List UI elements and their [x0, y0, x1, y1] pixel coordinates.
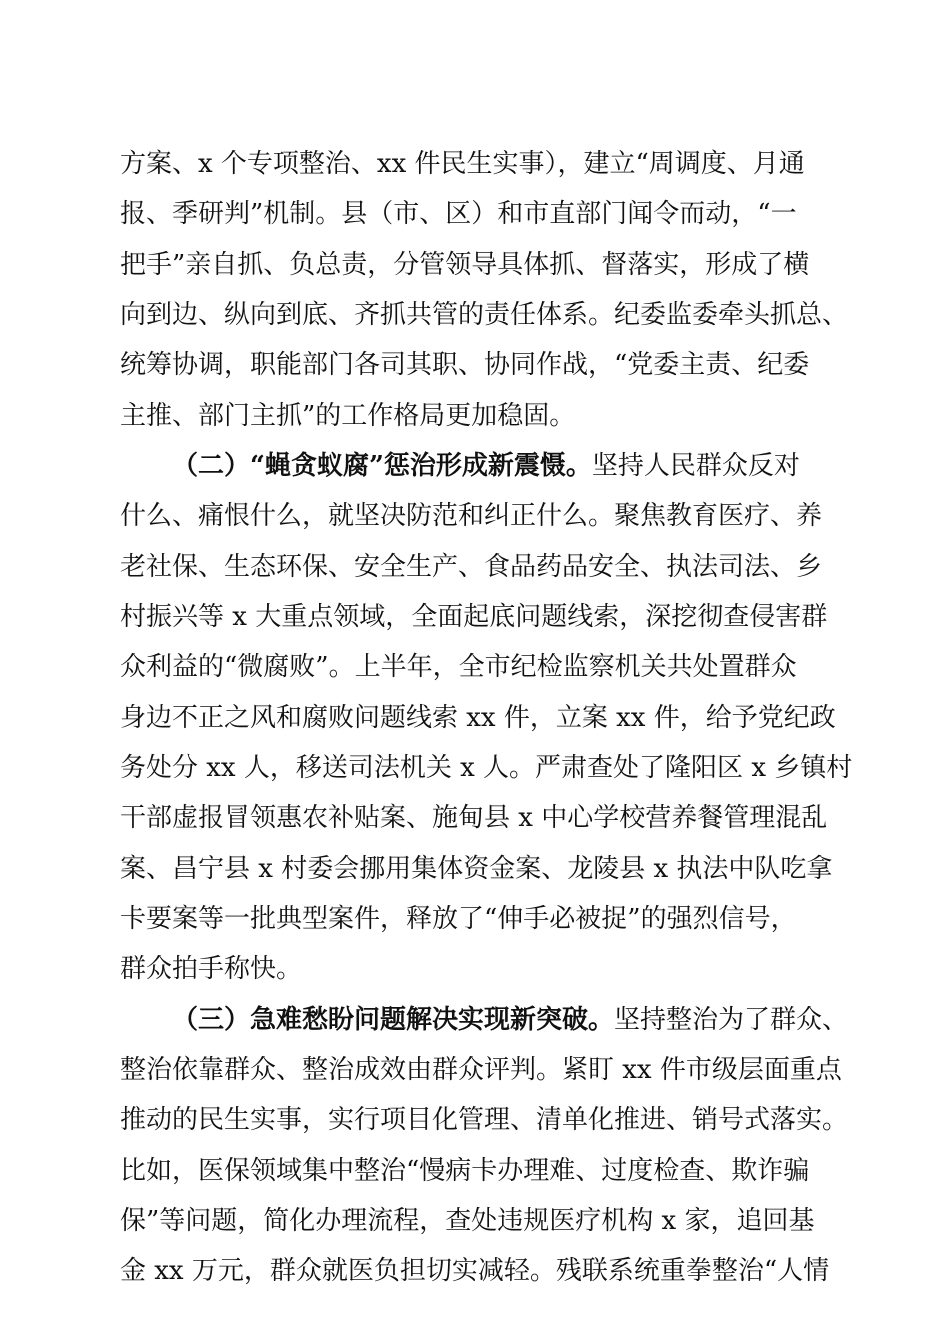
- body-text-line: 老社保、生态环保、安全生产、食品药品安全、执法司法、乡: [120, 552, 823, 582]
- section-heading: （二）“蝇贪蚁腐”惩治形成新震慑。: [172, 451, 592, 481]
- body-text: 坚持整治为了群众、: [614, 1005, 849, 1035]
- body-text-line: 干部虚报冒领惠农补贴案、施甸县 x 中心学校营养餐管理混乱: [120, 803, 828, 833]
- body-text-line: 金 xx 万元，群众就医负担切实减轻。残联系统重拳整治“人情: [120, 1256, 830, 1286]
- body-text-line: 向到边、纵向到底、齐抓共管的责任体系。纪委监委牵头抓总、: [120, 300, 849, 330]
- body-text-line: 把手”亲自抓、负总责，分管领导具体抓、督落实，形成了横: [120, 250, 810, 280]
- body-text-line: 统筹协调，职能部门各司其职、协同作战，“党委主责、纪委: [120, 350, 810, 380]
- body-text-line: 众利益的“微腐败”。上半年，全市纪检监察机关共处置群众: [120, 652, 797, 682]
- body-text-line: 卡要案等一批典型案件，释放了“伸手必被捉”的强烈信号，: [120, 904, 797, 934]
- body-text-line: 方案、x 个专项整治、xx 件民生实事），建立“周调度、月通: [120, 149, 805, 179]
- body-text-line: 比如，医保领域集中整治“慢病卡办理难、过度检查、欺诈骗: [120, 1156, 810, 1186]
- body-text-line: 主推、部门主抓”的工作格局更加稳固。: [120, 401, 576, 431]
- body-text-line: 报、季研判”机制。县（市、区）和市直部门闻令而动，“一: [120, 199, 797, 229]
- body-text-line: 身边不正之风和腐败问题线索 xx 件，立案 xx 件，给予党纪政: [120, 703, 836, 733]
- body-text-line: 整治依靠群众、整治成效由群众评判。紧盯 xx 件市级层面重点: [120, 1055, 842, 1085]
- body-text-line: 推动的民生实事，实行项目化管理、清单化推进、销号式落实。: [120, 1105, 849, 1135]
- body-text: 坚持人民群众反对: [591, 451, 800, 481]
- body-text-line: 群众拍手称快。: [120, 954, 303, 984]
- body-text-line: 村振兴等 x 大重点领域，全面起底问题线索，深挖彻查侵害群: [120, 602, 828, 632]
- body-text-line: 什么、痛恨什么，就坚决防范和纠正什么。聚焦教育医疗、养: [120, 501, 823, 531]
- section-heading-line: [172, 1000, 850, 1040]
- body-text-line: 务处分 xx 人，移送司法机关 x 人。严肃查处了隆阳区 x 乡镇村: [120, 753, 853, 783]
- body-text-line: 保”等问题，简化办理流程，查处违规医疗机构 x 家，追回基: [120, 1206, 815, 1236]
- body-text-line: 案、昌宁县 x 村委会挪用集体资金案、龙陵县 x 执法中队吃拿: [120, 854, 833, 884]
- section-heading: （三）急难愁盼问题解决实现新突破。: [172, 1005, 615, 1035]
- section-heading-line: [172, 446, 850, 486]
